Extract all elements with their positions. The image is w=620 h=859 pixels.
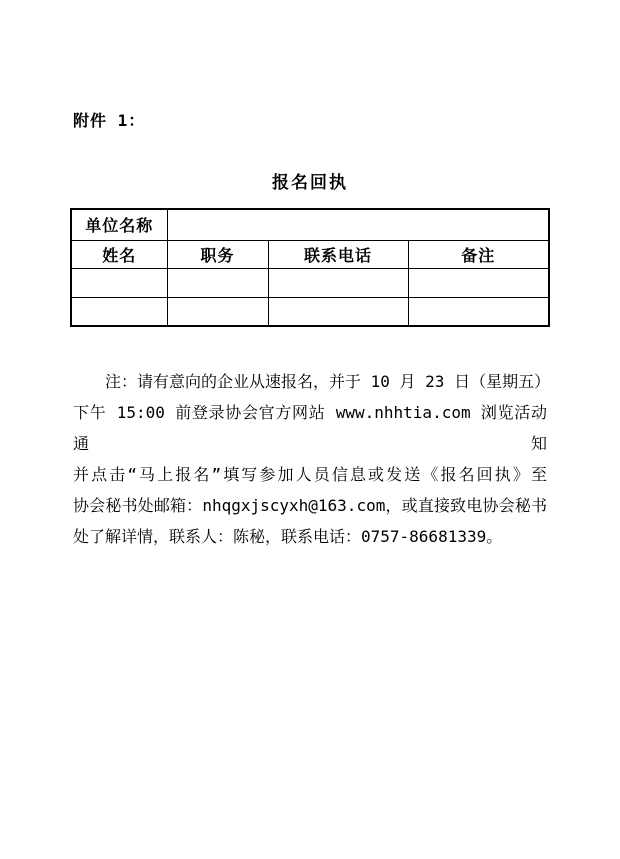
- table-row: [71, 268, 549, 297]
- signup-table: [70, 208, 550, 327]
- position-cell: [167, 268, 268, 297]
- attachment-label: 附件 1：: [73, 111, 146, 130]
- phone-cell: [268, 268, 408, 297]
- column-header-name: 姓名: [71, 240, 167, 268]
- table-header-row: [71, 240, 549, 268]
- phone-cell: [268, 297, 408, 326]
- name-cell: [71, 268, 167, 297]
- position-cell: [167, 297, 268, 326]
- table-row: [71, 297, 549, 326]
- name-cell: [71, 297, 167, 326]
- company-name-label: 单位名称: [71, 209, 167, 240]
- column-header-phone: 联系电话: [268, 240, 408, 268]
- note-line: 注：请有意向的企业从速报名，并于 10 月 23 日（星期五）: [105, 372, 551, 391]
- note-line: 并点击“马上报名”填写参加人员信息或发送《报名回执》至: [73, 465, 547, 484]
- note-line: 处了解详情，联系人：陈秘，联系电话：0757-86681339。: [73, 527, 503, 546]
- column-header-remarks: 备注: [408, 240, 549, 268]
- doc-title: 报名回执: [272, 173, 348, 193]
- company-name-cell: [167, 209, 549, 240]
- column-header-position: 职务: [167, 240, 268, 268]
- note-line: 协会秘书处邮箱：nhqgxjscyxh@163.com，或直接致电协会秘书: [73, 496, 547, 515]
- note-paragraph: [73, 366, 551, 552]
- note-line: 下午 15:00 前登录协会官方网站 www.nhhtia.com 浏览活动通知: [73, 403, 547, 453]
- remarks-cell: [408, 297, 549, 326]
- remarks-cell: [408, 268, 549, 297]
- table-row-company: [71, 209, 549, 240]
